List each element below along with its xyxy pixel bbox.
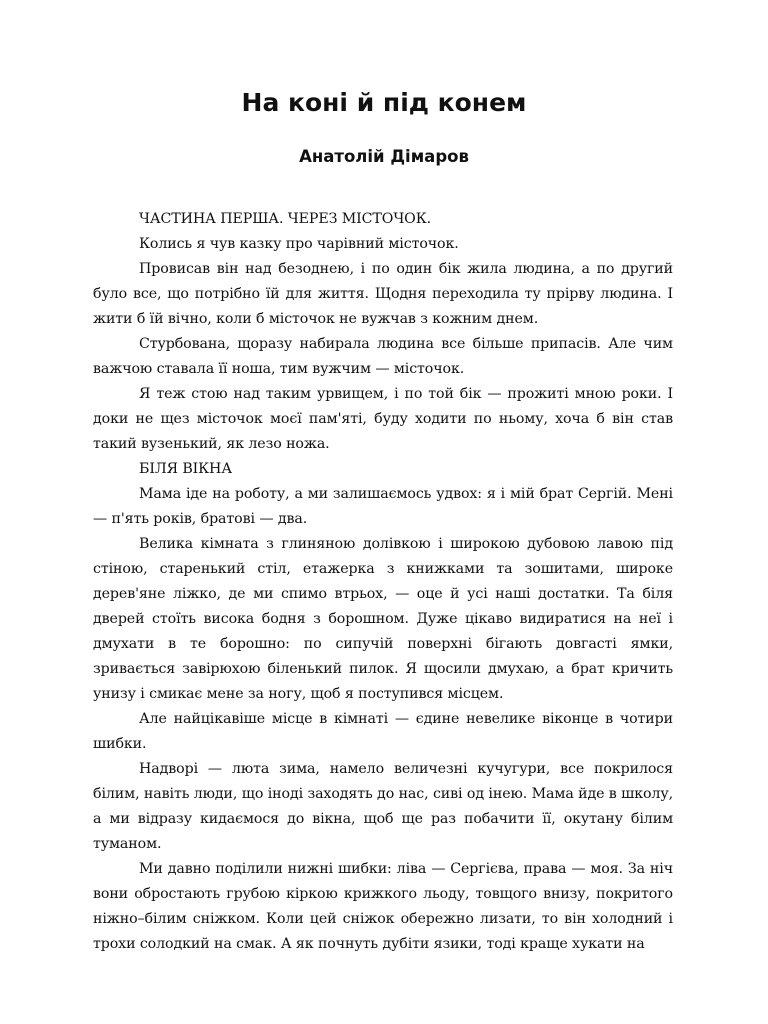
paragraph: Надворі — люта зима, намело величезні кучугури, все покрилося білим, навіть люди, що іноді заходять до нас, сиві од інею. Мама йде в школу, а ми відразу кидаємося до вікна, щоб ще раз побачити її, окутану білим туманом. bbox=[93, 761, 673, 852]
paragraph: Але найцікавіше місце в кімнаті — єдине невелике віконце в чотири шибки. bbox=[93, 711, 673, 752]
document-body bbox=[93, 207, 673, 957]
paragraph: Колись я чув казку про чарівний місточок. bbox=[139, 236, 459, 252]
paragraph: Мама іде на роботу, а ми залишаємось удвох: я і мій брат Сергій. Мені — п'ять років, братові — два. bbox=[93, 486, 673, 527]
section-heading: ЧАСТИНА ПЕРША. ЧЕРЕЗ МІСТОЧОК. bbox=[139, 211, 432, 227]
document-author: Анатолій Дімаров bbox=[299, 147, 469, 166]
paragraph: Стурбована, щоразу набирала людина все більше припасів. Але чим важчою ставала її ноша, тим вужчим — місточок. bbox=[93, 336, 673, 377]
paragraph: Провисав він над безоднею, і по один бік жила людина, а по другий було все, що потрібно їй для життя. Щодня переходила ту прірву людина. І жити б їй вічно, коли б місточок не вужчав з кожним днем. bbox=[93, 261, 673, 327]
paragraph: Я теж стою над таким урвищем, і по той бік — прожиті мною роки. І доки не щез місточок моєї пам'яті, буду ходити по ньому, хоча б він став такий вузенький, як лезо ножа. bbox=[93, 386, 673, 452]
document-title: На коні й під конем bbox=[241, 88, 527, 117]
chapter-heading: БІЛЯ ВІКНА bbox=[139, 461, 232, 477]
paragraph: Велика кімната з глиняною долівкою і широкою дубовою лавою під стіною, старенький стіл, етажерка з книжками та зошитами, широке дерев'яне ліжко, де ми спимо втрьох, — оце й усі наші достатки. Та біля дверей стоїть висока бодня з борошном. Дуже цікаво видиратися на неї і дмухати в те борошно: по сипучій поверхні бігають довгасті ямки, зривається завірюхою біленький пилок. Я щосили дмухаю, а брат кричить унизу і смикає мене за ногу, щоб я поступився місцем. bbox=[93, 536, 673, 702]
paragraph: Ми давно поділили нижні шибки: ліва — Сергієва, права — моя. За ніч вони обростають грубою кіркою крижкого льоду, товщого внизу, покритого ніжно–білим сніжком. Коли цей сніжок обережно лизати, то він холодний і трохи солодкий на смак. А як почнуть дубіти язики, тоді краще хукати на bbox=[93, 861, 673, 952]
